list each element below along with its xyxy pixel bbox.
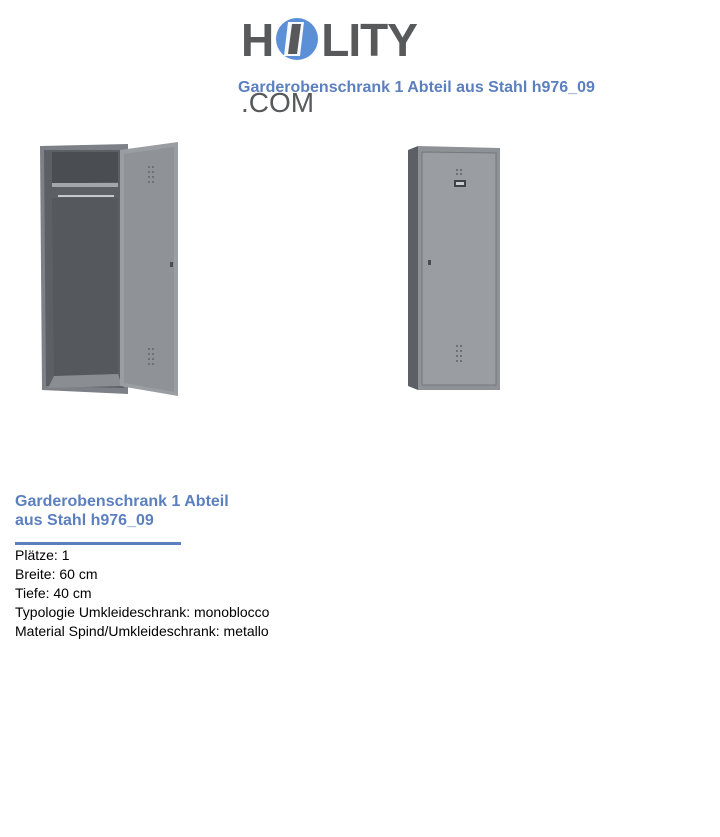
title-divider — [15, 542, 181, 545]
spec-typology: Typologie Umkleideschrank: monoblocco — [15, 604, 270, 620]
page-title: Garderobenschrank 1 Abteil aus Stahl h976_09 — [238, 79, 595, 96]
locker-closed-image — [402, 140, 506, 396]
product-name-line-1: Garderobenschrank 1 Abteil — [15, 493, 229, 510]
logo-letters: LITY — [321, 14, 417, 66]
product-name-line-2: aus Stahl h976_09 — [15, 512, 154, 529]
spec-material: Material Spind/Umkleideschrank: metallo — [15, 623, 269, 639]
product-name — [15, 492, 255, 530]
spec-places: Plätze: 1 — [15, 547, 70, 563]
spec-list — [15, 546, 269, 641]
locker-open-image — [32, 138, 184, 402]
logo-letter-h: H — [241, 14, 274, 66]
spec-width: Breite: 60 cm — [15, 566, 98, 582]
logo-o-icon — [274, 16, 320, 62]
logo-tld: .COM — [241, 87, 315, 118]
spec-depth: Tiefe: 40 cm — [15, 585, 92, 601]
